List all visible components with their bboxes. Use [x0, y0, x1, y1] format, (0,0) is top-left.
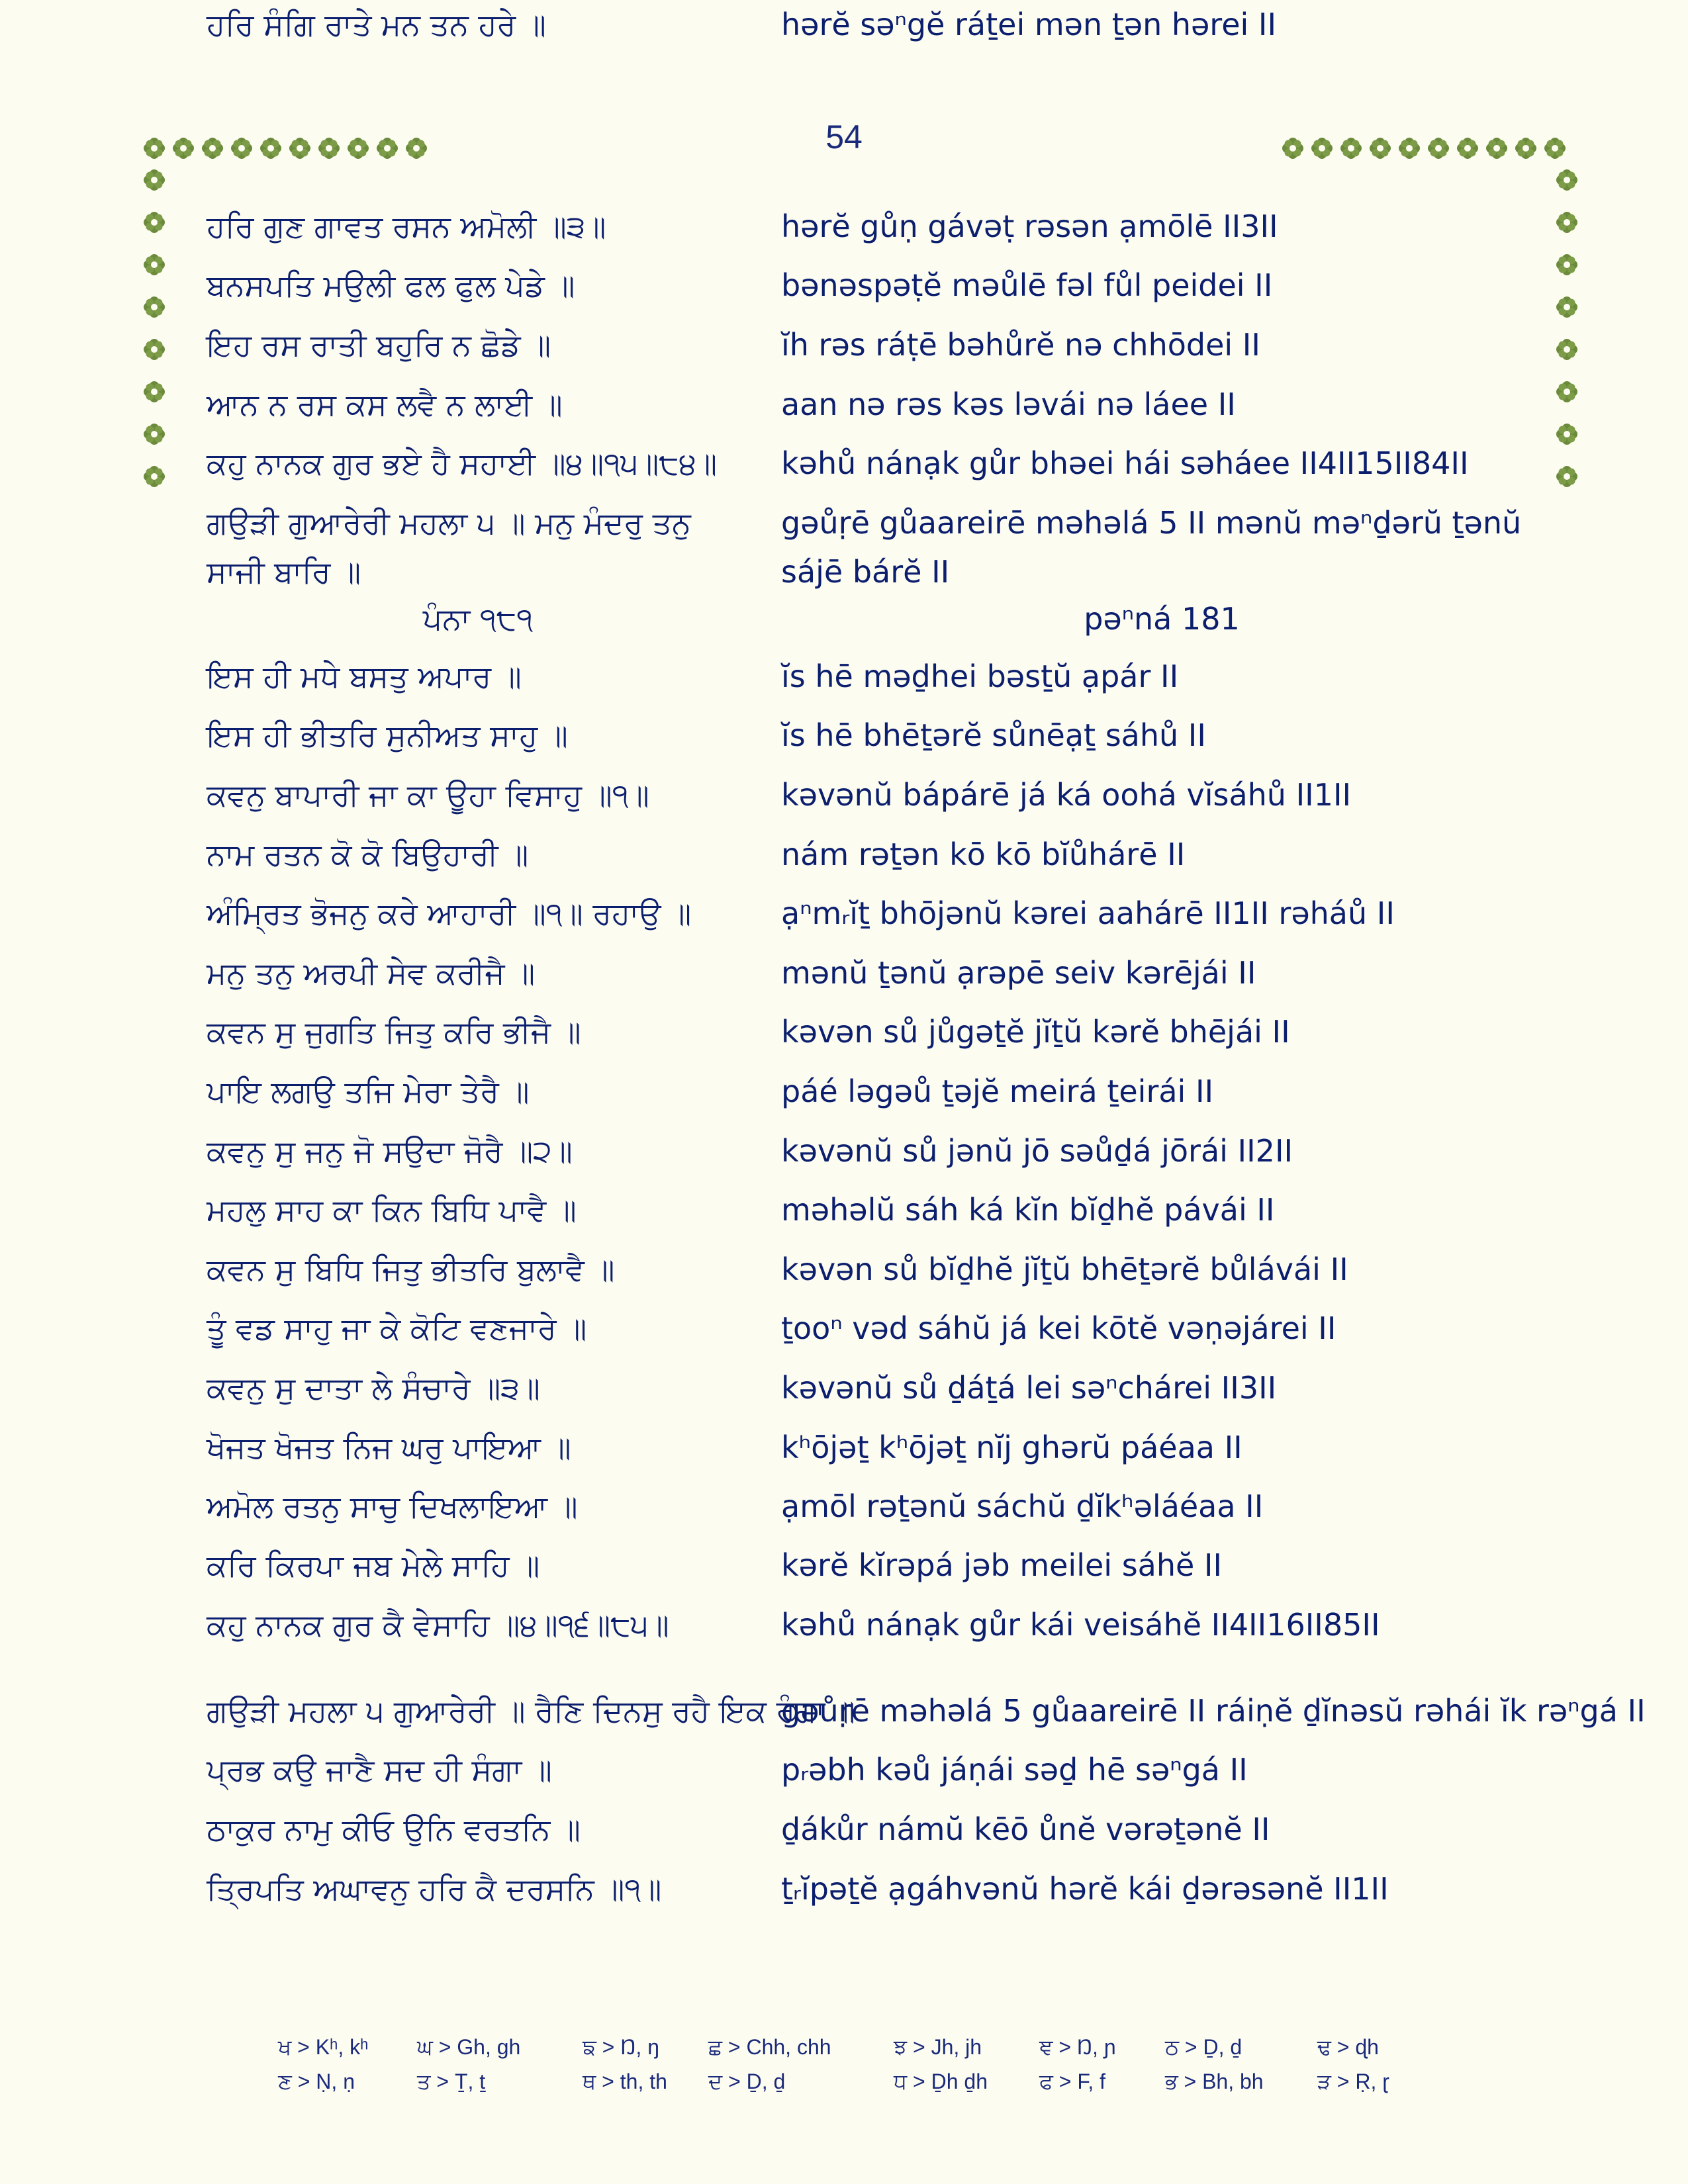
legend-item: ਞ > Ŋ, ɲ	[1039, 2035, 1116, 2059]
transliteration-line: mənŭ ṯənŭ ạrəpē seiv kərējái II	[781, 955, 1256, 991]
gurmukhi-line: ਤੂੰ ਵਡ ਸਾਹੁ ਜਾ ਕੇ ਕੋਟਿ ਵਣਜਾਰੇ ॥	[207, 1310, 587, 1346]
gurmukhi-line: ਗਉੜੀ ਮਹਲਾ ੫ ਗੁਆਰੇਰੀ ॥ ਰੈਣਿ ਦਿਨਸੁ ਰਹੈ ਇਕ ਰੰਗਾ ॥	[207, 1693, 855, 1729]
transliteration-line: kərĕ kĭrəpá jəb meilei sáhĕ II	[781, 1547, 1223, 1583]
gurmukhi-line: ਤ੍ਰਿਪਤਿ ਅਘਾਵਨੁ ਹਰਿ ਕੈ ਦਰਸਨਿ ॥੧॥	[207, 1871, 662, 1907]
legend-row	[278, 2035, 1470, 2070]
legend-item: ਫ > F, f	[1039, 2070, 1106, 2093]
transliteration-line: ĭs hē məḏhei bəsṯŭ ạpár II	[781, 659, 1179, 694]
transliteration-line: kəvən sů bĭḏhĕ jĭṯŭ bhēṯərĕ bůlávái II	[781, 1251, 1348, 1287]
gurmukhi-line: ਖੋਜਤ ਖੋਜਤ ਨਿਜ ਘਰੁ ਪਾਇਆ ॥	[207, 1430, 571, 1465]
panna-label-transliteration: pəⁿná 181	[1084, 601, 1240, 637]
gurmukhi-line: ਕਰਿ ਕਿਰਪਾ ਜਬ ਮੇਲੇ ਸਾਹਿ ॥	[207, 1547, 540, 1583]
page-number: 54	[825, 118, 863, 156]
gurmukhi-line: ਹਰਿ ਸੰਗਿ ਰਾਤੇ ਮਨ ਤਨ ਹਰੇ ॥	[207, 7, 546, 42]
transliteration-line: ạⁿmᵣĭṯ bhōjənŭ kərei aahárē II1II rəháů II	[781, 895, 1395, 931]
transliteration-line: ạmōl rəṯənŭ sáchŭ ḏĭkʰəláéaa II	[781, 1488, 1264, 1524]
legend-item: ਝ > Jh, jh	[894, 2035, 982, 2059]
transliteration-line: kəvən sů jůgəṯĕ jĭṯŭ kərĕ bhējái II	[781, 1014, 1290, 1050]
gurmukhi-line: ਅੰਮ੍ਰਿਤ ਭੋਜਨੁ ਕਰੇ ਆਹਾਰੀ ॥੧॥ ਰਹਾਉ ॥	[207, 895, 692, 931]
legend-item: ਣ > Ṇ, ṇ	[278, 2070, 355, 2093]
gurmukhi-line: ਇਸ ਹੀ ਮਧੇ ਬਸਤੁ ਅਪਾਰ ॥	[207, 659, 522, 694]
transliteration-line: aan nə rəs kəs ləvái nə láee II	[781, 387, 1236, 422]
legend-item: ਦ > Ḏ, ḏ	[708, 2070, 786, 2093]
transliteration-line: ĭh rəs ráṭē bəhůrĕ nə chhōdei II	[781, 327, 1260, 363]
transliteration-line: hərĕ gůṇ gávəṭ rəsən ạmōlē II3II	[781, 208, 1278, 244]
gurmukhi-line: ਪ੍ਰਭ ਕਉ ਜਾਣੈ ਸਦ ਹੀ ਸੰਗਾ ॥	[207, 1752, 552, 1788]
transliteration-line: páé ləgəů ṯəjĕ meirá ṯeirái II	[781, 1073, 1214, 1109]
gurmukhi-line: ਇਹ ਰਸ ਰਾਤੀ ਬਹੁਰਿ ਨ ਛੋਡੇ ॥	[207, 327, 551, 363]
legend-item: ਤ > Ṯ, ṯ	[417, 2070, 486, 2093]
transliteration-line: kəvənŭ bápárē já ká oohá vĭsáhů II1II	[781, 777, 1352, 813]
gurmukhi-line: ਕਹੁ ਨਾਨਕ ਗੁਰ ਕੈ ਵੇਸਾਹਿ ॥੪॥੧੬॥੮੫॥	[207, 1607, 669, 1643]
transliteration-line: ḏákůr námŭ kēō ůnĕ vərəṯənĕ II	[781, 1811, 1270, 1847]
gurmukhi-line: ਬਨਸਪਤਿ ਮਉਲੀ ਫਲ ਫੁਲ ਪੇਡੇ ॥	[207, 267, 575, 303]
panna-label-gurmukhi: ਪੰਨਾ ੧੮੧	[422, 601, 534, 637]
gurmukhi-line: ਕਵਨ ਸੁ ਬਿਧਿ ਜਿਤੁ ਭੀਤਰਿ ਬੁਲਾਵੈ ॥	[207, 1251, 615, 1287]
gurmukhi-line: ਮਹਲੁ ਸਾਹ ਕਾ ਕਿਨ ਬਿਧਿ ਪਾਵੈ ॥	[207, 1192, 577, 1228]
gurmukhi-line: ਮਨੁ ਤਨੁ ਅਰਪੀ ਸੇਵ ਕਰੀਜੈ ॥	[207, 955, 536, 991]
gurmukhi-line: ਅਮੋਲ ਰਤਨੁ ਸਾਚੁ ਦਿਖਲਾਇਆ ॥	[207, 1488, 578, 1524]
legend-item: ਢ > ɖh	[1317, 2035, 1379, 2059]
legend-item: ੜ > Ṛ, ɽ	[1317, 2070, 1389, 2093]
transliteration-line: ĭs hē bhēṯərĕ sůnēạṯ sáhů II	[781, 717, 1206, 753]
legend-row	[278, 2070, 1470, 2104]
transliteration-line: kəhů nánạk gůr bhəei hái səháee II4II15II84II	[781, 445, 1469, 481]
transliteration-line: ṯooⁿ vəd sáhŭ já kei kōtĕ vəṇəjárei II	[781, 1310, 1336, 1346]
legend-item: ਭ > Bh, bh	[1165, 2070, 1264, 2093]
transliteration-line: kəvənŭ sů jənŭ jō səůḏá jōrái II2II	[781, 1133, 1293, 1169]
gurmukhi-line: ਠਾਕੁਰ ਨਾਮੁ ਕੀਓ ਉਨਿ ਵਰਤਨਿ ॥	[207, 1811, 581, 1847]
gurmukhi-line: ਆਨ ਨ ਰਸ ਕਸ ਲਵੈ ਨ ਲਾਈ ॥	[207, 387, 563, 422]
transliteration-line: ṯᵣĭpəṯĕ ạgáhvənŭ hərĕ kái ḏərəsənĕ II1II	[781, 1871, 1389, 1907]
transliteration-line: gəůṛē gůaareirē məhəlá 5 II mənŭ məⁿḏərŭ ṯənŭ sájē bárĕ II	[781, 505, 1522, 590]
transliteration-line: pᵣəbh kəů jáṇái səḏ hē səⁿgá II	[781, 1752, 1248, 1788]
transliteration-line: kʰōjəṯ kʰōjəṯ nĭj ghərŭ páéaa II	[781, 1430, 1243, 1465]
gurmukhi-line: ਹਰਿ ਗੁਣ ਗਾਵਤ ਰਸਨ ਅਮੋਲੀ ॥੩॥	[207, 208, 606, 244]
transliteration-line: gəůṛē məhəlá 5 gůaareirē II ráiṇĕ ḏĭnəsŭ rəhái ĭk rəⁿgá II	[781, 1693, 1646, 1729]
gurmukhi-line: ਕਹੁ ਨਾਨਕ ਗੁਰ ਭਏ ਹੈ ਸਹਾਈ ॥੪॥੧੫॥੮੪॥	[207, 445, 718, 481]
gurmukhi-line: ਇਸ ਹੀ ਭੀਤਰਿ ਸੁਨੀਅਤ ਸਾਹੁ ॥	[207, 717, 568, 753]
transliteration-line: kəhů nánạk gůr kái veisáhĕ II4II16II85II	[781, 1607, 1380, 1643]
legend-item: ਛ > Chh, chh	[708, 2035, 831, 2059]
gurmukhi-line: ਕਵਨੁ ਸੁ ਜਨੁ ਜੋ ਸਉਦਾ ਜੋਰੈ ॥੨॥	[207, 1133, 573, 1169]
legend-item: ਘ > Gh, gh	[417, 2035, 521, 2059]
gurmukhi-line: ਕਵਨੁ ਸੁ ਦਾਤਾ ਲੇ ਸੰਚਾਰੇ ॥੩॥	[207, 1370, 540, 1406]
legend-item: ਖ > Kʰ, kʰ	[278, 2035, 369, 2059]
gurmukhi-line: ਕਵਨ ਸੁ ਜੁਗਤਿ ਜਿਤੁ ਕਰਿ ਭੀਜੈ ॥	[207, 1014, 581, 1050]
transliteration-legend	[278, 2035, 1470, 2104]
legend-item: ਙ > Ŋ, ŋ	[583, 2035, 659, 2059]
gurmukhi-line: ਨਾਮ ਰਤਨ ਕੋ ਕੋ ਬਿਉਹਾਰੀ ॥	[207, 837, 529, 872]
transliteration-line: hərĕ səⁿgĕ ráṯei mən ṯən hərei II	[781, 7, 1277, 42]
legend-item: ਥ > th, th	[583, 2070, 667, 2093]
transliteration-line: bənəspəṭĕ məůlē fəl fůl peidei II	[781, 267, 1273, 303]
gurmukhi-line: ਪਾਇ ਲਗਉ ਤਜਿ ਮੇਰਾ ਤੇਰੈ ॥	[207, 1073, 530, 1109]
transliteration-line: nám rəṯən kō kō bĭůhárē II	[781, 837, 1186, 872]
gurmukhi-line: ਕਵਨੁ ਬਾਪਾਰੀ ਜਾ ਕਾ ਊਹਾ ਵਿਸਾਹੁ ॥੧॥	[207, 777, 649, 813]
transliteration-line: məhəlŭ sáh ká kĭn bĭḏhĕ pávái II	[781, 1192, 1275, 1228]
transliteration-line: kəvənŭ sů ḏáṯá lei səⁿchárei II3II	[781, 1370, 1277, 1406]
legend-item: ਧ > Ḏh ḏh	[894, 2070, 988, 2093]
legend-item: ਠ > Ḏ, ḏ	[1165, 2035, 1243, 2059]
gurmukhi-line: ਗਉੜੀ ਗੁਆਰੇਰੀ ਮਹਲਾ ੫ ॥ ਮਨੁ ਮੰਦਰੁ ਤਨੁ ਸਾਜੀ ਬਾਰਿ ॥	[207, 505, 691, 590]
